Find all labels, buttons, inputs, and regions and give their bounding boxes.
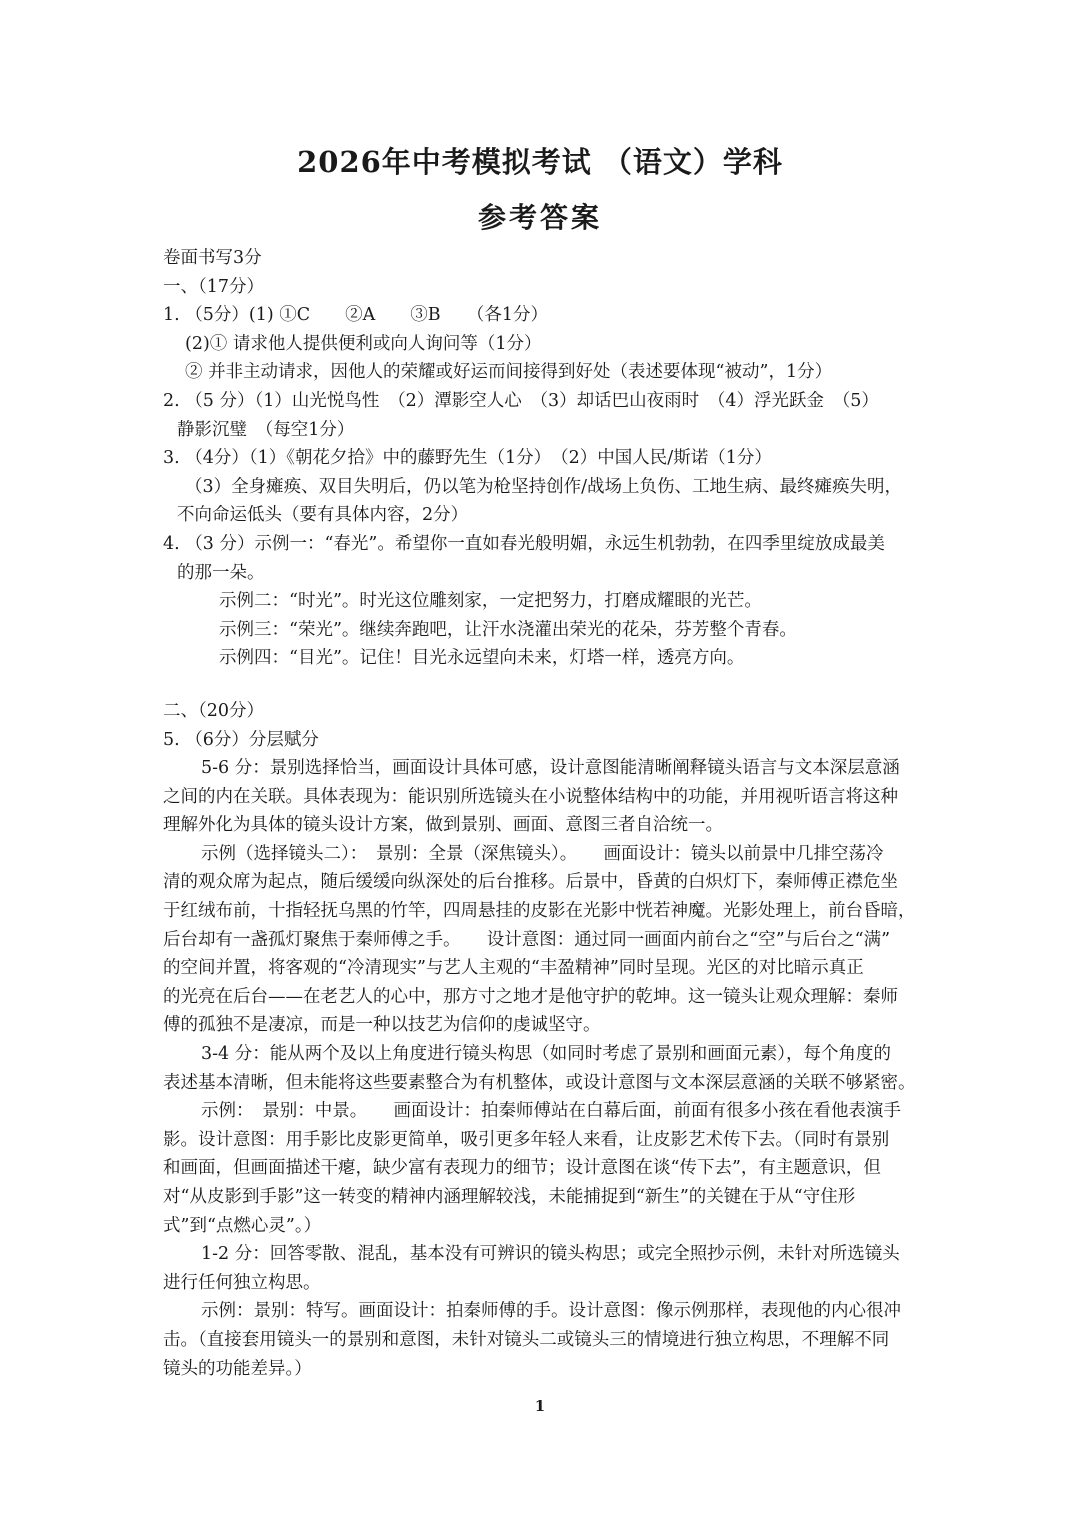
text-line: 3. （4分）（1）《朝花夕拾》中的藤野先生（1分） （2）中国人民/斯诺（1分） [163, 448, 772, 469]
text-line: 式”到“点燃心灵”。） [163, 1215, 322, 1236]
text-line: 的那一朵。 [177, 562, 265, 583]
text-line: 5. （6分）分层赋分 [163, 729, 319, 750]
text-line: 示例： 景别：中景。 画面设计：拍秦师傅站在白幕后面，前面有很多小孩在看他表演手 [201, 1101, 901, 1122]
answer-body [163, 244, 975, 1383]
text-line: ② 并非主动请求，因他人的荣耀或好运而间接得到好处（表述要体现“被动”，1分） [185, 362, 833, 383]
text-line: 后台却有一盏孤灯聚焦于秦师傅之手。 设计意图：通过同一画面内前台之“空”与后台之“满” [163, 929, 891, 950]
text-line: 于红绒布前，十指轻抚乌黑的竹竿，四周悬挂的皮影在光影中恍若神魔。光影处理上，前台昏暗， [163, 901, 916, 922]
text-line: 示例四：“目光”。记住！目光永远望向未来，灯塔一样，透亮方向。 [219, 648, 745, 669]
text-line: 静影沉璧 （每空1分） [177, 419, 355, 440]
text-line: 二、（20分） [163, 700, 265, 721]
page-number: 1 [534, 1397, 546, 1415]
text-line: 进行任何独立构思。 [163, 1272, 321, 1293]
text-line: 不向命运低头（要有具体内容，2分） [177, 505, 469, 526]
text-line: 示例：景别：特写。画面设计：拍秦师傅的手。设计意图：像示例那样，表现他的内心很冲 [201, 1301, 901, 1322]
text-line: （3）全身瘫痪、双目失明后，仍以笔为枪坚持创作/战场上负伤、工地生病、最终瘫痪失明， [185, 476, 903, 497]
text-line: 示例（选择镜头二）： 景别：全景（深焦镜头）。 画面设计：镜头以前景中几排空荡冷 [201, 843, 884, 864]
text-line: 5-6 分：景别选择恰当，画面设计具体可感，设计意图能清晰阐释镜头语言与文本深层意涵 [201, 758, 900, 779]
text-line: 击。（直接套用镜头一的景别和意图，未针对镜头二或镜头三的情境进行独立构思，不理解不同 [163, 1329, 890, 1350]
text-line: 1. （5分）(1) ①C ②A ③B （各1分） [163, 305, 549, 326]
text-line: 和画面，但画面描述干瘪，缺少富有表现力的细节；设计意图在谈“传下去”，有主题意识，但 [163, 1158, 881, 1179]
spacer-line [163, 673, 975, 697]
text-line: (2)① 请求他人提供便利或向人询问等（1分） [185, 333, 542, 354]
page-title: 2026年中考模拟考试 （语文）学科 [297, 145, 783, 179]
text-line: 表述基本清晰，但未能将这些要素整合为有机整体，或设计意图与文本深层意涵的关联不够紧密。 [163, 1072, 916, 1093]
text-line: 之间的内在关联。具体表现为：能识别所选镜头在小说整体结构中的功能，并用视听语言将这种 [163, 786, 898, 807]
text-line: 理解外化为具体的镜头设计方案，做到景别、画面、意图三者自洽统一。 [163, 815, 723, 836]
page-subtitle: 参考答案 [477, 201, 602, 234]
text-line: 的空间并置，将客观的“冷清现实”与艺人主观的“丰盈精神”同时呈现。光区的对比暗示真正 [163, 958, 864, 979]
text-line: 清的观众席为起点，随后缓缓向纵深处的后台推移。后景中，昏黄的白炽灯下，秦师傅正襟危坐 [163, 872, 898, 893]
text-line: 示例二：“时光”。时光这位雕刻家，一定把努力，打磨成耀眼的光芒。 [219, 591, 762, 612]
text-line: 4. （3 分）示例一：“春光”。希望你一直如春光般明媚，永远生机勃勃，在四季里绽放成最美 [163, 533, 885, 554]
text-line: 一、（17分） [163, 276, 265, 297]
text-line: 对“从皮影到手影”这一转变的精神内涵理解较浅，未能捕捉到“新生”的关键在于从“守住形 [163, 1187, 856, 1207]
text-line: 1-2 分：回答零散、混乱，基本没有可辨识的镜头构思；或完全照抄示例，未针对所选镜头 [201, 1244, 900, 1265]
text-line: 镜头的功能差异。） [163, 1358, 312, 1379]
text-line: 示例三：“荣光”。继续奔跑吧，让汗水浇灌出荣光的花朵，芬芳整个青春。 [219, 619, 797, 640]
text-line: 3-4 分：能从两个及以上角度进行镜头构思（如同时考虑了景别和画面元素），每个角度的 [201, 1044, 891, 1065]
text-line: 影。设计意图：用手影比皮影更简单，吸引更多年轻人来看，让皮影艺术传下去。（同时有景别 [163, 1129, 890, 1150]
text-line: 卷面书写3分 [163, 248, 262, 268]
text-line: 2. （5 分）（1）山光悦鸟性 （2）潭影空人心 （3）却话巴山夜雨时 （4）浮光跃金 （5） [163, 390, 879, 411]
text-line: 傅的孤独不是凄凉，而是一种以技艺为信仰的虔诚坚守。 [163, 1015, 601, 1036]
text-line: 的光亮在后台——在老艺人的心中，那方寸之地才是他守护的乾坤。这一镜头让观众理解：秦师 [163, 986, 898, 1007]
